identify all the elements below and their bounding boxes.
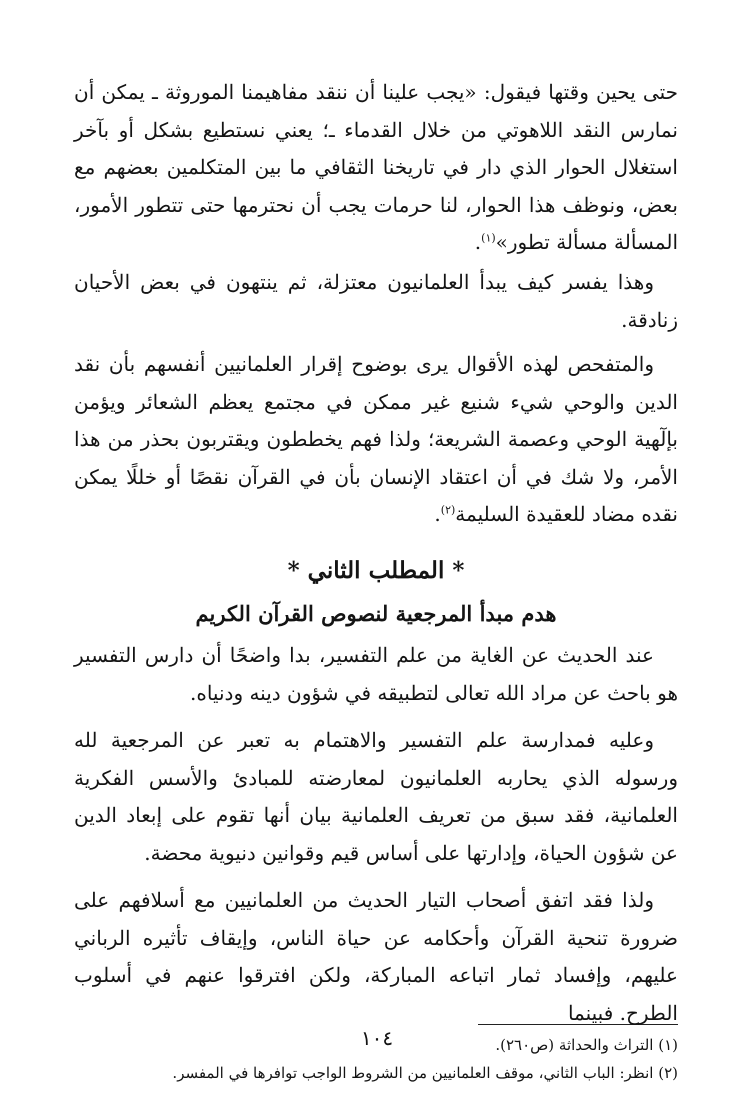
paragraph-5: وعليه فمدارسة علم التفسير والاهتمام به تعبر عن المرجعية لله ورسوله الذي يحاربه العلمانيون لمعارضته للمبادئ والأسس الفكرية العلمانية، فقد سبق من تعريف العلمانية بيان أنها تقوم على إبعاد الدين عن شؤون الحياة، وإدارتها على أساس قيم وقوانين دنيوية محضة. [74,728,678,865]
paragraph-4: عند الحديث عن الغاية من علم التفسير، بدا واضحًا أن دارس التفسير هو باحث عن مراد الله تعالى لتطبيقه في شؤون دينه ودنياه. [74,643,678,705]
paragraph-3: والمتفحص لهذه الأقوال يرى بوضوح إقرار العلمانيين أنفسهم بأن نقد الدين والوحي شيء شنيع غير ممكن في مجتمع يعظم الشعائر ويؤمن بإلٓهية الوحي وعصمة الشريعة؛ ولذا فهم يخططون ويقتربون بحذر من هذا الأمر، ولا شك في أن اعتقاد الإنسان بأن في القرآن نقصًا أو خللًا يمكن نقده مضاد للعقيدة السليمة$^{(٢)}$. [74,352,678,526]
footnote-ref-2[interactable]: (٢) [440,503,456,517]
section-title: هدم مبدأ المرجعية لنصوص القرآن الكريم [195,601,557,626]
footnote-2: (٢) انظر: الباب الثاني، موقف العلمانيين من الشروط الواجب توافرها في المفسر. [172,1064,678,1082]
paragraph-6: ولذا فقد اتفق أصحاب التيار الحديث من العلمانيين مع أسلافهم على ضرورة تنحية القرآن وأحكامه عن حياة الناس، وإيقاف تأثيره الرباني عليهم، وإفساد ثمار اتباعه المباركة، ولكن افترقوا عنهم في أسلوب الطرح. فبينما [74,888,678,1025]
paragraph-1: حتى يحين وقتها فيقول: «يجب علينا أن ننقد مفاهيمنا الموروثة ـ يمكن أن نمارس النقد اللاهوتي من خلال القدماء ـ؛ يعني نستطيع بشكل أو بآخر استغلال الحوار الذي دار في تاريخنا الثقافي ما بين المتكلمين بعضهم مع بعض، ونوظف هذا الحوار، لنا حرمات يجب أن نحترمها حتى تتطور الأمور، المسألة مسألة تطور»$^{(١)}$. [74,80,678,254]
footnote-ref-1[interactable]: (١) [481,231,496,245]
section-heading: * المطلب الثاني * [287,557,465,584]
footnote-1: (١) التراث والحداثة (ص٢٦٠). [495,1036,678,1054]
paragraph-2: وهذا يفسر كيف يبدأ العلمانيون معتزلة، ثم ينتهون في بعض الأحيان زنادقة. [74,270,678,332]
page-number: ١٠٤ [360,1026,394,1050]
